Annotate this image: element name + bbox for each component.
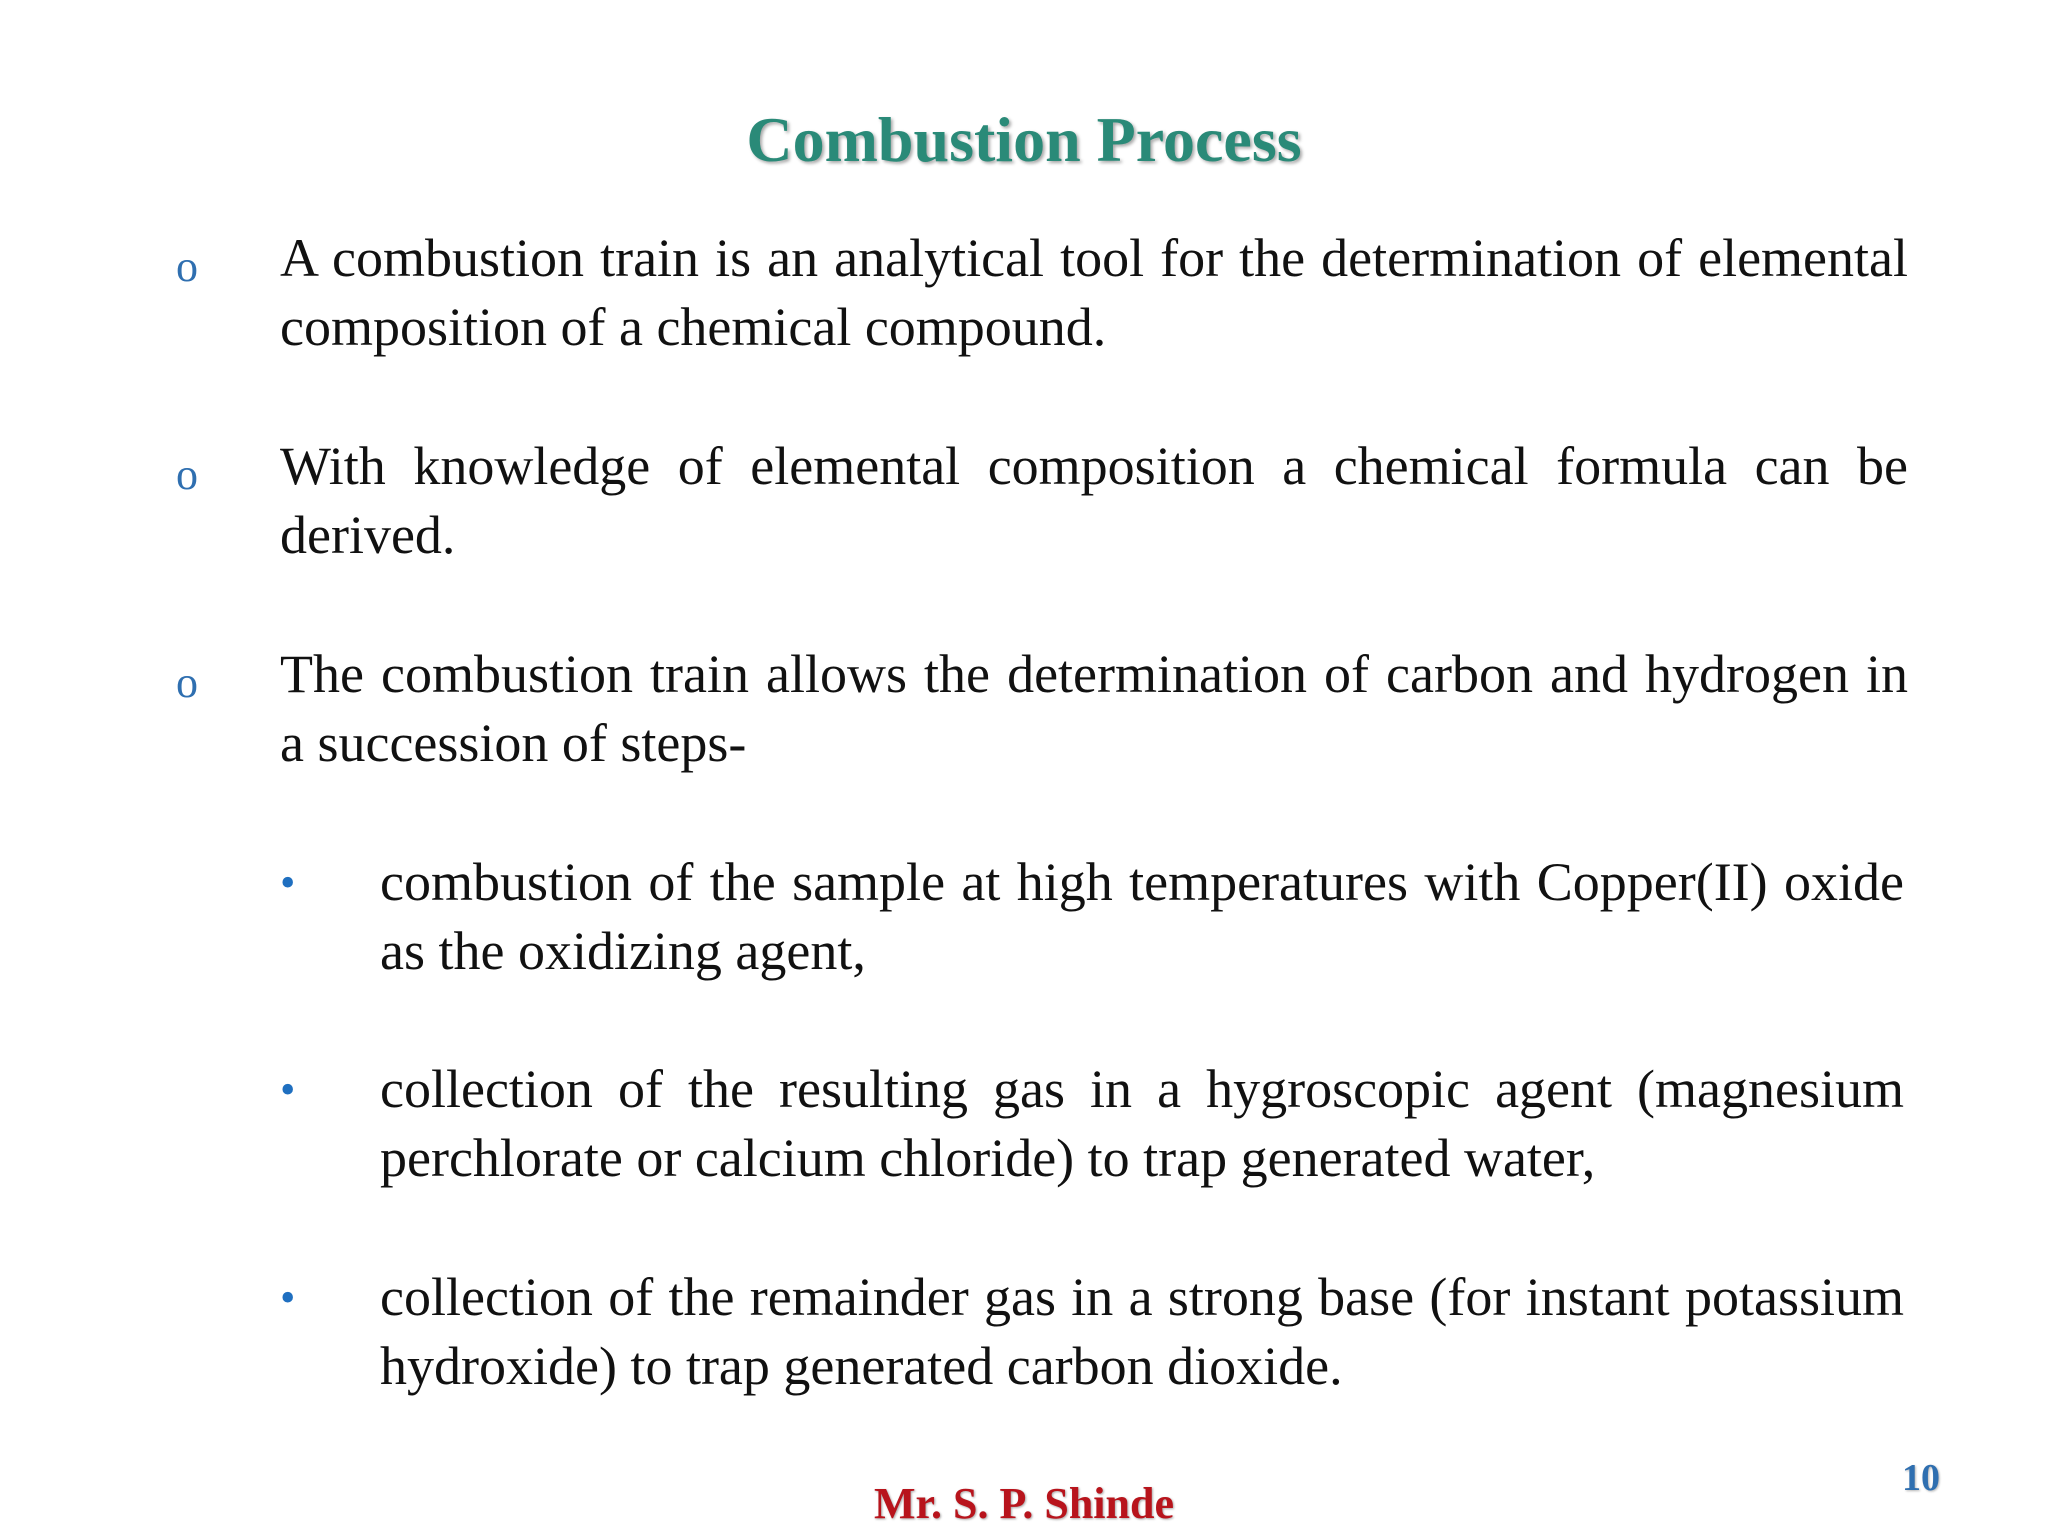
- circle-bullet-icon: o: [176, 658, 198, 707]
- slide-title: Combustion Process: [746, 104, 1302, 175]
- sub-point-text: collection of the resulting gas in a hygroscopic agent (magnesium perchlorate or calcium chloride) to trap generated water,: [380, 1059, 1904, 1188]
- bullet-point-text: With knowledge of elemental composition a chemical formula can be derived.: [280, 436, 1908, 565]
- author-name: Mr. S. P. Shinde: [874, 1479, 1174, 1528]
- page-number: 10: [1902, 1457, 1940, 1499]
- bullet-point-text: A combustion train is an analytical tool for the determination of elemental composition of a chemical compound.: [280, 228, 1908, 357]
- dot-bullet-icon: •: [280, 1065, 296, 1114]
- dot-bullet-icon: •: [280, 1273, 296, 1322]
- sub-point-text: combustion of the sample at high temperatures with Copper(II) oxide as the oxidizing agent,: [380, 852, 1904, 981]
- sub-point-text: collection of the remainder gas in a strong base (for instant potassium hydroxide) to trap generated carbon dioxide.: [380, 1267, 1904, 1396]
- circle-bullet-icon: o: [176, 450, 198, 499]
- bullet-point-text: The combustion train allows the determination of carbon and hydrogen in a succession of steps-: [280, 644, 1908, 773]
- dot-bullet-icon: •: [280, 858, 296, 907]
- circle-bullet-icon: o: [176, 242, 198, 291]
